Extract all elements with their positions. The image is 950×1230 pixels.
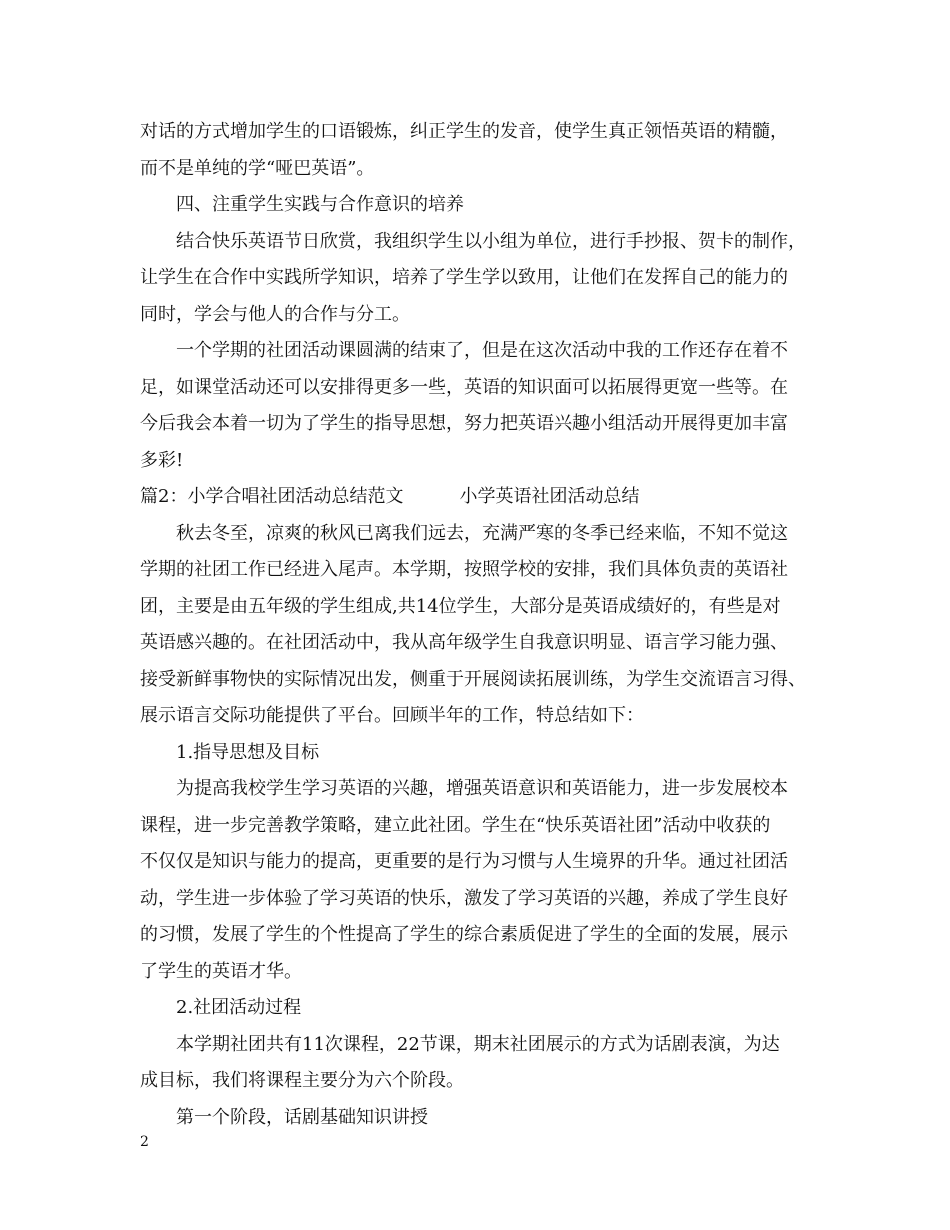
article-title-line [140, 479, 830, 516]
text-line: 秋去冬至，凉爽的秋风已离我们远去，充满严寒的冬季已经来临，不知不觉这 [176, 522, 788, 544]
text-line: 接受新鲜事物快的实际情况出发，侧重于开展阅读拓展训练，为学生交流语言习得、 [140, 668, 806, 690]
section-heading: 1.指导思想及目标 [176, 741, 320, 763]
text-line: 课程，进一步完善教学策略，建立此社团。学生在“快乐英语社团”活动中收获的 [140, 814, 771, 836]
text-line: 结合快乐英语节日欣赏，我组织学生以小组为单位，进行手抄报、贺卡的制作， [176, 230, 806, 252]
text-line: 不仅仅是知识与能力的提高，更重要的是行为习惯与人生境界的升华。通过社团活 [140, 851, 788, 872]
text-line: 而不是单纯的学“哑巴英语”。 [140, 157, 375, 179]
text-line: 英语感兴趣的。在社团活动中，我从高年级学生自我意识明显、语言学习能力强、 [140, 632, 788, 653]
section-heading: 四、注重学生实践与合作意识的培养 [176, 194, 464, 215]
section-heading: 2.社团活动过程 [176, 997, 302, 1018]
text-line: 了学生的英语才华。 [140, 960, 302, 982]
text-line: 足，如课堂活动还可以安排得更多一些，英语的知识面可以拓展得更宽一些等。在 [140, 376, 788, 398]
text-line: 同时，学会与他人的合作与分工。 [140, 303, 410, 325]
text-line: 为提高我校学生学习英语的兴趣，增强英语意识和英语能力，进一步发展校本 [176, 778, 788, 799]
text-line: 一个学期的社团活动课圆满的结束了，但是在这次活动中我的工作还存在着不 [176, 340, 788, 361]
text-line: 对话的方式增加学生的口语锻炼，纠正学生的发音，使学生真正领悟英语的精髓， [140, 121, 788, 142]
page-number: 2 [140, 1134, 149, 1150]
article-subtitle: 小学英语社团活动总结 [459, 486, 640, 507]
text-line: 成目标，我们将课程主要分为六个阶段。 [140, 1070, 464, 1091]
text-line: 的习惯，发展了学生的个性提高了学生的综合素质促进了学生的全面的发展，展示 [140, 924, 788, 945]
text-line: 第一个阶段，话剧基础知识讲授 [176, 1106, 428, 1128]
text-line: 今后我会本着一切为了学生的指导思想，努力把英语兴趣小组活动开展得更加丰富 [140, 413, 788, 434]
text-line: 动，学生进一步体验了学习英语的快乐，激发了学习英语的兴趣，养成了学生良好 [140, 887, 788, 909]
text-line: 多彩! [140, 449, 184, 471]
text-line: 团，主要是由五年级的学生组成,共14位学生，大部分是英语成绩好的，有些是对 [140, 595, 781, 617]
text-line: 展示语言交际功能提供了平台。回顾半年的工作，特总结如下： [140, 705, 644, 726]
text-line: 让学生在合作中实践所学知识，培养了学生学以致用，让他们在发挥自己的能力的 [140, 267, 788, 288]
document-body [140, 114, 830, 1136]
text-line: 学期的社团工作已经进入尾声。本学期，按照学校的安排，我们具体负责的英语社 [140, 559, 788, 580]
article-title: 篇2：小学合唱社团活动总结范文 [140, 486, 404, 507]
text-line: 本学期社团共有11次课程，22节课，期末社团展示的方式为话剧表演，为达 [176, 1033, 780, 1055]
